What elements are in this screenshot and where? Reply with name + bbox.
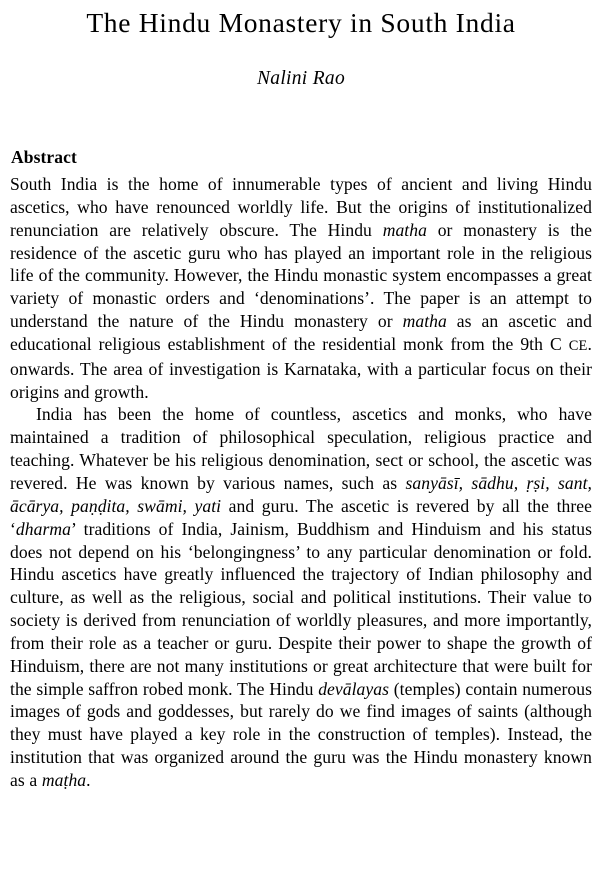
abstract-paragraph: South India is the home of innumerable types of ancient and living Hindu ascetics, who have renounced worldly life. But the origins of institutionalized renunciation are relatively obscure. The Hindu matha or monastery is the residence of the ascetic guru who has played an important role in the religious life of the community. However, the Hindu monastic system encompasses a great variety of monastic orders and ‘denominations’. The paper is an attempt to understand the nature of the Hindu monastery or matha as an ascetic and educational religious establishment of the residential monk from the 9th C CE. onwards. The area of investigation is Karnataka, with a particular focus on their origins and growth. [10,174,592,402]
author-byline: Nalini Rao [256,68,346,89]
body-paragraph: India has been the home of countless, ascetics and monks, who have maintained a tradition of philosophical speculation, religious practice and teaching. Whatever be his religious denomination, sect or school, the ascetic was revered. He was known by various names, such as sanyāsī, sādhu, ṛṣi, sant, ācārya, paṇḍita, swāmi, yati and guru. The ascetic is revered by all the three ‘dharma’ traditions of India, Jainism, Buddhism and Hinduism and his status does not depend on his ‘belongingness’ to any particular denomination or fold. Hindu ascetics have greatly influenced the trajectory of Indian philosophy and culture, as well as the religious, social and political institutions. Their value to society is derived from renunciation of worldly pleasures, and more importantly, from their role as a teacher or guru. Despite their power to shape the growth of Hinduism, there are not many institutions or great architecture that were built for the simple saffron robed monk. The Hindu devālayas (temples) contain numerous images of gods and goddesses, but rarely do we find images of saints (although they must have played a key role in the construction of temples). Instead, the institution that was organized around the guru was the Hindu monastery known as a maṭha. [10,404,592,790]
page-title: The Hindu Monastery in South India [86,7,516,38]
abstract-heading: Abstract [11,147,77,167]
